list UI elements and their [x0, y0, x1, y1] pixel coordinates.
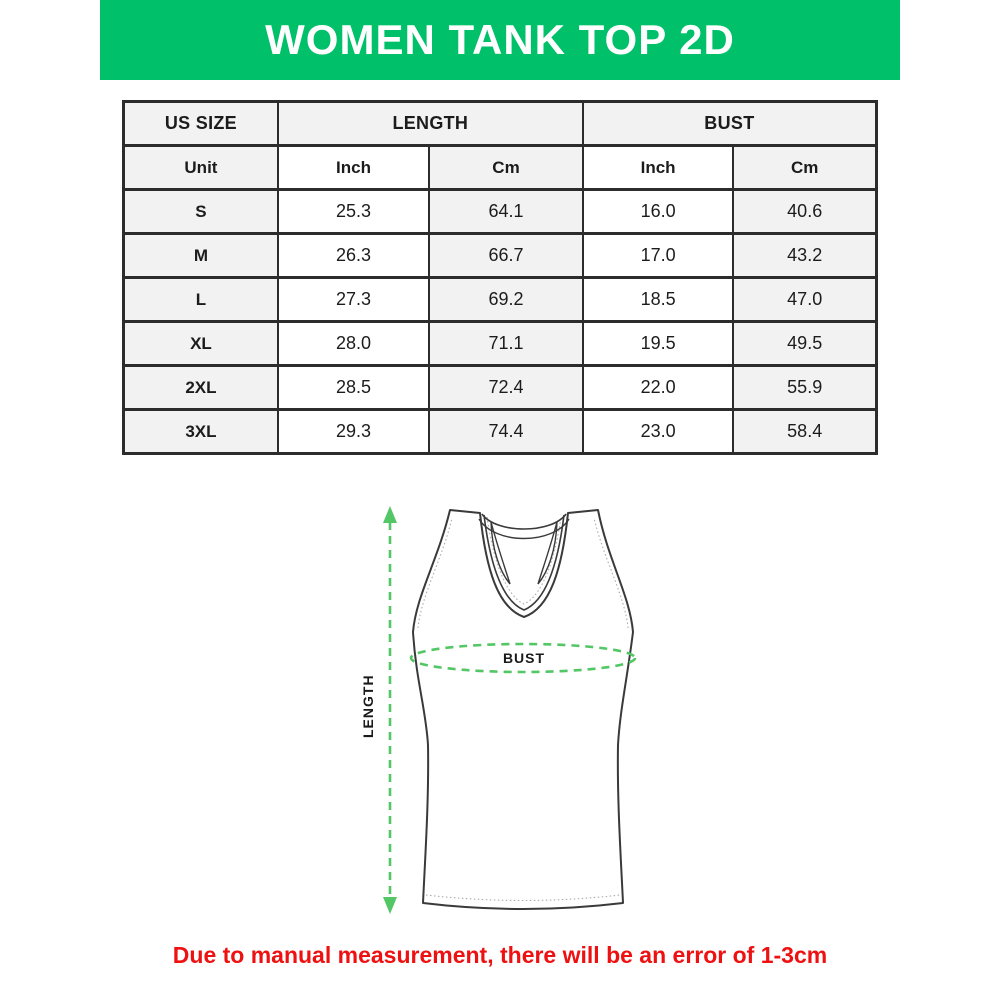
length-inch-header: Inch — [278, 146, 429, 190]
bust-inch-value: 22.0 — [583, 366, 734, 410]
unit-label: Unit — [124, 146, 278, 190]
bust-cm-value: 49.5 — [733, 322, 876, 366]
table-header-row — [124, 102, 877, 146]
size-label: L — [124, 278, 278, 322]
size-chart-table — [122, 100, 878, 455]
length-cm-value: 64.1 — [429, 190, 583, 234]
table-row-2xl — [124, 366, 877, 410]
tank-top-illustration — [340, 500, 670, 930]
table-unit-row — [124, 146, 877, 190]
measurement-note: Due to manual measurement, there will be an error of 1-3cm — [172, 942, 828, 968]
length-cm-value: 72.4 — [429, 366, 583, 410]
size-label: 2XL — [124, 366, 278, 410]
tank-top-outline — [413, 510, 633, 909]
bust-cm-value: 58.4 — [733, 410, 876, 454]
length-inch-value: 28.5 — [278, 366, 429, 410]
length-inch-value: 28.0 — [278, 322, 429, 366]
length-cm-value: 69.2 — [429, 278, 583, 322]
length-arrowhead-bottom — [383, 897, 397, 914]
size-chart — [122, 100, 878, 455]
back-neck-band-upper — [482, 514, 566, 529]
length-inch-value: 25.3 — [278, 190, 429, 234]
length-inch-value: 26.3 — [278, 234, 429, 278]
size-label: XL — [124, 322, 278, 366]
bust-inch-value: 16.0 — [583, 190, 734, 234]
bust-inch-value: 18.5 — [583, 278, 734, 322]
col-header-us-size: US SIZE — [124, 102, 278, 146]
size-label: 3XL — [124, 410, 278, 454]
length-cm-value: 74.4 — [429, 410, 583, 454]
length-cm-value: 71.1 — [429, 322, 583, 366]
table-row-m — [124, 234, 877, 278]
length-arrowhead-top — [383, 506, 397, 523]
table-row-3xl — [124, 410, 877, 454]
bust-label: BUST — [502, 650, 546, 666]
bust-cm-value: 47.0 — [733, 278, 876, 322]
length-cm-header: Cm — [429, 146, 583, 190]
length-cm-value: 66.7 — [429, 234, 583, 278]
bust-cm-value: 55.9 — [733, 366, 876, 410]
length-inch-value: 27.3 — [278, 278, 429, 322]
page-title: WOMEN TANK TOP 2D — [265, 16, 735, 63]
table-row-s — [124, 190, 877, 234]
length-label: LENGTH — [360, 674, 376, 738]
bust-inch-header: Inch — [583, 146, 734, 190]
title-banner — [100, 0, 900, 80]
bust-cm-value: 40.6 — [733, 190, 876, 234]
table-row-xl — [124, 322, 877, 366]
bust-inch-value: 23.0 — [583, 410, 734, 454]
bust-cm-value: 43.2 — [733, 234, 876, 278]
back-armhole-right — [538, 522, 557, 584]
bust-inch-value: 19.5 — [583, 322, 734, 366]
col-header-length: LENGTH — [278, 102, 583, 146]
size-label: S — [124, 190, 278, 234]
table-row-l — [124, 278, 877, 322]
bust-inch-value: 17.0 — [583, 234, 734, 278]
size-label: M — [124, 234, 278, 278]
col-header-bust: BUST — [583, 102, 877, 146]
tank-top-diagram — [340, 500, 670, 930]
length-inch-value: 29.3 — [278, 410, 429, 454]
bust-cm-header: Cm — [733, 146, 876, 190]
